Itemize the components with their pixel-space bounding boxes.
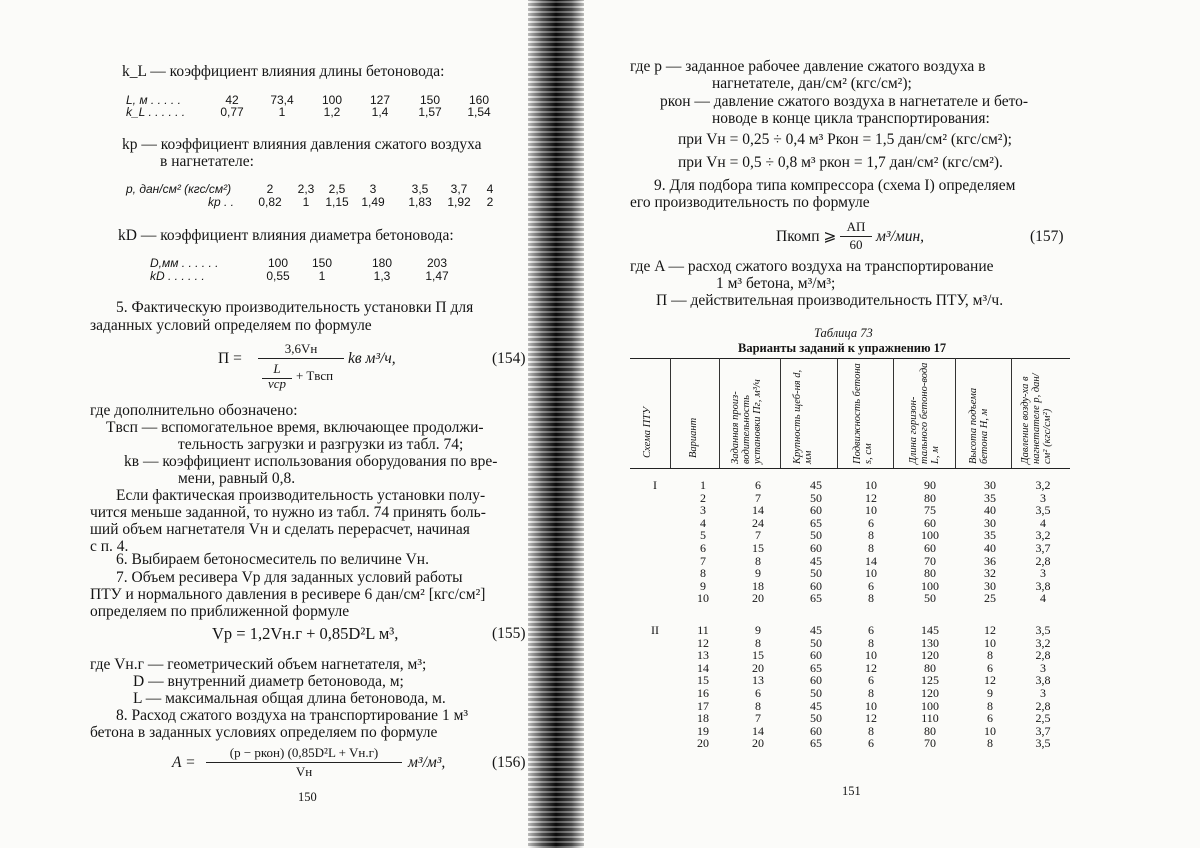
tvsp-definition-line2: тельность загрузки и разгрузки из табл. 74; [178, 436, 464, 453]
equation-154-inner-numerator: L [262, 360, 292, 379]
table-cell: 16 [697, 686, 709, 700]
table-cell: 14 [752, 503, 764, 518]
equation-156-tail: м³/м³, [408, 754, 446, 771]
header-mobility: Подвижность бетона s, см [852, 363, 874, 464]
table-cell: 110 [921, 711, 939, 726]
table-cell: 12 [697, 635, 709, 650]
table-cell: 14 [697, 660, 709, 675]
kl-value: 1 [278, 105, 286, 119]
paragraph-7-line3: определяем по приближенной формуле [90, 603, 350, 620]
table-cell: 19 [697, 723, 709, 738]
table-cell: 20 [752, 591, 764, 606]
header-variant: Вариант [688, 417, 699, 458]
table-cell: 24 [752, 515, 764, 530]
table-cell: 10 [697, 591, 709, 606]
table-cell: 6 [868, 578, 874, 593]
table-cell: 3 [1040, 490, 1046, 505]
kp-definition-line2: в нагнетателе: [160, 153, 254, 170]
table-cell: 14 [752, 723, 764, 738]
p-definition: П — действительная производительность ПТУ, м³/ч. [656, 292, 1004, 309]
equation-156-denominator: Vн [295, 764, 313, 779]
table-cell: 65 [810, 591, 822, 606]
table-cell: 2,8 [1035, 553, 1051, 568]
equation-154-tail: kв м³/ч, [348, 350, 396, 367]
table-cell: 1 [700, 478, 706, 492]
table-cell: 14 [865, 553, 877, 568]
if-paragraph-line3: ший объем нагнетателя Vн и сделать перерасчет, начиная [90, 521, 470, 538]
table-cell: 3 [700, 503, 706, 518]
table-cell: 9 [700, 578, 706, 593]
paragraph-7-line2: ПТУ и нормального давления в ресивере 6 дан/см² [кгс/см²] [90, 586, 486, 603]
kp-value: 2,5 [328, 182, 346, 196]
table-cell: 12 [865, 490, 877, 505]
equation-154-lhs: П = [218, 350, 242, 367]
table-cell: 10 [865, 698, 877, 713]
table-cell: 50 [810, 528, 822, 543]
table-cell: 12 [984, 673, 996, 688]
pkon-definition-line2: новоде в конце цикла транспортирования: [712, 110, 990, 127]
table-cell: 9 [755, 566, 761, 581]
kl-definition: k_L — коэффициент влияния длины бетоновода: [122, 63, 445, 80]
table-cell: 2,5 [1035, 711, 1051, 726]
kp-value: 3,7 [450, 182, 468, 196]
table-cell: 8 [868, 723, 874, 738]
table-cell: 15 [697, 673, 709, 688]
table-cell: 20 [752, 660, 764, 675]
table-cell: 100 [921, 528, 939, 543]
paragraph-9-line1: 9. Для подбора типа компрессора (схема I) определяем [654, 177, 1016, 194]
table-cell: 10 [984, 723, 996, 738]
table-cell: 60 [810, 648, 822, 663]
table-cell: 8 [987, 648, 993, 663]
table-cell: 40 [984, 541, 996, 555]
table-cell: 7 [755, 528, 761, 543]
table-cell: 65 [810, 515, 822, 530]
table-cell: 8 [868, 686, 874, 700]
paragraph-8-line1: 8. Расход сжатого воздуха на транспортирование 1 м³ [116, 707, 469, 724]
table-cell: 50 [810, 635, 822, 650]
kp-value: 1,49 [361, 195, 385, 209]
kp-value: 1 [302, 195, 310, 209]
table-cell: 60 [810, 578, 822, 593]
kl-value: 160 [468, 93, 490, 107]
table-cell: 12 [984, 623, 996, 637]
table-cell: 80 [924, 490, 936, 505]
vng-definition: где Vн.г — геометрический объем нагнетателя, м³; [90, 656, 427, 673]
table-cell: 3 [1040, 566, 1046, 581]
table-cell: 8 [868, 528, 874, 543]
table-cell: 8 [700, 566, 706, 581]
table-cell: 7 [755, 711, 761, 726]
equation-157-numerator: AП [840, 218, 872, 237]
table-cell: 50 [810, 686, 822, 700]
table-cell: 3,8 [1035, 673, 1051, 688]
kl-table-row2-label: k_L . . . . . . [126, 105, 186, 119]
paragraph-9-line2: его производительность по формуле [630, 194, 870, 211]
kd-value: 150 [311, 256, 333, 270]
table-cell: 45 [810, 698, 822, 713]
table-cell: 130 [921, 635, 939, 650]
where-p-line2: нагнетателе, дан/см² (кгс/см²); [712, 75, 912, 92]
table-cell: 8 [755, 698, 761, 713]
kd-value: 100 [267, 256, 289, 270]
kl-value: 1,57 [418, 105, 442, 119]
kp-value: 4 [486, 182, 494, 196]
table-cell: 30 [984, 515, 996, 530]
equation-156-lhs: A = [172, 754, 196, 771]
table-cell: 3,7 [1035, 723, 1051, 738]
equation-157-lhs: Пкомп ⩾ [776, 228, 837, 245]
table-cell: 3,2 [1035, 635, 1051, 650]
table-cell: 60 [810, 723, 822, 738]
table-cell: 50 [810, 711, 822, 726]
table-cell: 30 [984, 578, 996, 593]
equation-154-numerator: 3,6Vн [258, 340, 344, 359]
table-cell: 30 [984, 478, 996, 492]
table-cell: 5 [700, 528, 706, 543]
table-cell: 2,8 [1035, 648, 1051, 663]
header-gravel-size: Крупность щеб-ня d, мм [792, 369, 814, 464]
table-cell: 20 [697, 736, 709, 751]
kp-value: 1,92 [447, 195, 471, 209]
table-cell: 9 [987, 686, 993, 700]
table-cell: 8 [987, 736, 993, 751]
paragraph-5-line1: 5. Фактическую производительность установки П для [116, 299, 474, 316]
kp-value: 2 [486, 195, 494, 209]
table-cell: 145 [921, 623, 939, 637]
table-cell: 70 [924, 553, 936, 568]
table-cell: 18 [697, 711, 709, 726]
kd-definition: kD — коэффициент влияния диаметра бетоновода: [118, 227, 454, 244]
kp-value: 1,15 [325, 195, 349, 209]
right-page-number: 151 [842, 784, 861, 798]
kl-value: 100 [321, 93, 343, 107]
table-cell: 45 [810, 623, 822, 637]
table-scheme-cell: II [651, 623, 659, 637]
table-cell: 10 [865, 478, 877, 492]
table-cell: 4 [1040, 515, 1046, 530]
kd-table-row1-label: D,мм . . . . . . [150, 256, 219, 270]
paragraph-8-line2: бетона в заданных условиях определяем по формуле [90, 724, 438, 741]
kp-value: 2,3 [297, 182, 315, 196]
table-cell: 65 [810, 660, 822, 675]
equation-155: Vр = 1,2Vн.г + 0,85D²L м³, [212, 624, 399, 643]
table-cell: 60 [810, 541, 822, 555]
kp-table-row2-label: kp . . [208, 195, 235, 209]
kd-value: 1,47 [425, 269, 449, 283]
table-cell: 6 [868, 623, 874, 637]
table-cell: 9 [755, 623, 761, 637]
kp-value: 3 [369, 182, 377, 196]
table-cell: 100 [921, 578, 939, 593]
table-cell: 36 [984, 553, 996, 568]
table-cell: 20 [752, 736, 764, 751]
equation-157-number: (157) [1030, 228, 1064, 245]
table-cell: 7 [700, 553, 706, 568]
table-cell: 8 [868, 591, 874, 606]
table-cell: 32 [984, 566, 996, 581]
table-cell: 90 [924, 478, 936, 492]
table-cell: 6 [755, 478, 761, 492]
table-cell: 6 [700, 541, 706, 555]
left-page-number: 150 [298, 790, 317, 804]
pkon-definition-line1: pкон — давление сжатого воздуха в нагнетателе и бето- [660, 93, 1029, 110]
equation-154-plus-term: + Tвсп [296, 368, 334, 383]
table-cell: 6 [868, 515, 874, 530]
kv-definition-line1: kв — коэффициент использования оборудования по вре- [124, 453, 498, 470]
table-cell: 50 [810, 490, 822, 505]
table-cell: 3,2 [1035, 478, 1051, 492]
kv-definition-line2: мени, равный 0,8. [178, 470, 296, 487]
table-cell: 65 [810, 736, 822, 751]
table-cell: 60 [810, 673, 822, 688]
l-definition: L — максимальная общая длина бетоновода, м. [133, 690, 446, 707]
table-cell: 15 [752, 648, 764, 663]
kd-value: 180 [371, 256, 393, 270]
table-cell: 125 [921, 673, 939, 688]
table-cell: 8 [868, 635, 874, 650]
table-cell: 80 [924, 660, 936, 675]
kd-value: 203 [426, 256, 448, 270]
table-cell: 4 [700, 515, 706, 530]
table-title: Варианты заданий к упражнению 17 [738, 341, 947, 355]
table-cell: 120 [921, 686, 939, 700]
table-cell: 10 [865, 503, 877, 518]
kl-table-row1-label: L, м . . . . . [126, 93, 181, 107]
table-cell: 50 [924, 591, 936, 606]
table-cell: 3 [1040, 686, 1046, 700]
header-horizontal-length: Длина горизон-тального бетоно-вода L, м [908, 362, 941, 464]
header-pressure: Давление возду-ха в нагнетателе p, дан/см² (кгс/см²) [1020, 373, 1053, 464]
header-scheme: Схема ПТУ [642, 406, 653, 458]
kp-value: 2 [266, 182, 274, 196]
d-definition: D — внутренний диаметр бетоновода, м; [133, 673, 404, 690]
table-cell: 15 [752, 541, 764, 555]
table-cell: 6 [755, 686, 761, 700]
table-cell: 35 [984, 528, 996, 543]
table-cell: 8 [755, 635, 761, 650]
equation-157-tail: м³/мин, [876, 228, 925, 245]
a-definition-line1: где A — расход сжатого воздуха на транспортирование [630, 258, 994, 275]
table-cell: 10 [865, 648, 877, 663]
table-cell: 3,5 [1035, 623, 1051, 637]
table-cell: 8 [868, 541, 874, 555]
paragraph-6: 6. Выбираем бетоносмеситель по величине Vн. [116, 551, 429, 568]
table-cell: 6 [868, 673, 874, 688]
kd-value: 1 [318, 269, 326, 283]
kp-definition-line1: kp — коэффициент влияния давления сжатого воздуха [122, 136, 482, 153]
book-gutter [528, 0, 584, 848]
table-cell: 35 [984, 490, 996, 505]
kd-table-row2-label: kD . . . . . . [150, 269, 205, 283]
kl-value: 127 [369, 93, 391, 107]
table-cell: 75 [924, 503, 936, 518]
tvsp-definition-line1: Tвсп — вспомогательное время, включающее продолжи- [106, 419, 484, 436]
kp-value: 1,83 [408, 195, 432, 209]
header-productivity: Заданная произ-водительность установки Пг, м³/ч [730, 379, 763, 464]
table-cell: 4 [1040, 591, 1046, 606]
kl-value: 150 [419, 93, 441, 107]
table-cell: 80 [924, 566, 936, 581]
a-definition-line2: 1 м³ бетона, м³/м³; [716, 275, 836, 292]
kl-value: 42 [225, 93, 239, 107]
kl-value: 73,4 [270, 93, 294, 107]
table-cell: 70 [924, 736, 936, 751]
table-cell: 100 [921, 698, 939, 713]
table-cell: 2 [700, 490, 706, 505]
if-paragraph-line1: Если фактическая производительность установки полу- [116, 487, 486, 504]
table-cell: 6 [987, 660, 993, 675]
table-cell: 60 [924, 541, 936, 555]
table-cell: 45 [810, 553, 822, 568]
equation-154-number: (154) [492, 350, 526, 367]
equation-156-number: (156) [492, 754, 526, 771]
equation-157-denominator: 60 [849, 237, 863, 252]
table-cell: 3,2 [1035, 528, 1051, 543]
header-lift-height: Высота подъема бетона H, м [968, 387, 990, 464]
table-cell: 120 [921, 648, 939, 663]
table-cell: 3 [1040, 660, 1046, 675]
kp-table-row1-label: p, дан/см² (кгс/см²) [126, 182, 232, 196]
equation-155-number: (155) [492, 625, 526, 642]
table-cell: 17 [697, 698, 709, 713]
table-cell: 10 [984, 635, 996, 650]
table-cell: 3,8 [1035, 578, 1051, 593]
table-cell: 13 [752, 673, 764, 688]
table-cell: 25 [984, 591, 996, 606]
kd-value: 0,55 [266, 269, 290, 283]
table-cell: 50 [810, 566, 822, 581]
pri-line1: при Vн = 0,25 ÷ 0,4 м³ Pкон = 1,5 дан/см² (кгс/см²); [678, 131, 1012, 148]
table-cell: 18 [752, 578, 764, 593]
table-cell: 12 [865, 660, 877, 675]
paragraph-7-line1: 7. Объем ресивера Vр для заданных условий работы [116, 569, 463, 586]
table-cell: 80 [924, 723, 936, 738]
if-paragraph-line4: с п. 4. [90, 538, 129, 555]
table-number: Таблица 73 [814, 326, 873, 340]
table-cell: 6 [868, 736, 874, 751]
table-cell: 6 [987, 711, 993, 726]
equation-154-inner-denominator: vср [267, 376, 287, 391]
kd-value: 1,3 [373, 269, 391, 283]
paragraph-5-line2: заданных условий определяем по формуле [90, 317, 372, 334]
equation-156-numerator: (p − pкон) (0,85D²L + Vн.г) [206, 744, 402, 763]
kl-value: 1,54 [467, 105, 491, 119]
table-cell: 45 [810, 478, 822, 492]
table-cell: 8 [755, 553, 761, 568]
extra-notation-intro: где дополнительно обозначено: [90, 402, 298, 419]
table-cell: 40 [984, 503, 996, 518]
kp-value: 0,82 [258, 195, 282, 209]
table-scheme-cell: I [653, 478, 657, 492]
if-paragraph-line2: чится меньше заданной, то нужно из табл. 74 принять боль- [90, 504, 486, 521]
table-cell: 3,7 [1035, 541, 1051, 555]
kp-value: 3,5 [411, 182, 429, 196]
where-p-line1: где p — заданное рабочее давление сжатого воздуха в [630, 58, 986, 75]
kl-value: 1,2 [323, 105, 341, 119]
table-cell: 60 [810, 503, 822, 518]
table-cell: 10 [865, 566, 877, 581]
table-cell: 11 [697, 623, 709, 637]
table-cell: 12 [865, 711, 877, 726]
table-cell: 2,8 [1035, 698, 1051, 713]
table-cell: 8 [987, 698, 993, 713]
table-cell: 3,5 [1035, 736, 1051, 751]
table-cell: 13 [697, 648, 709, 663]
table-cell: 3,5 [1035, 503, 1051, 518]
table-cell: 60 [924, 515, 936, 530]
pri-line2: при Vн = 0,5 ÷ 0,8 м³ pкон = 1,7 дан/см² (кгс/см²). [678, 154, 1003, 171]
kl-value: 0,77 [220, 105, 244, 119]
table-cell: 7 [755, 490, 761, 505]
kl-value: 1,4 [371, 105, 389, 119]
